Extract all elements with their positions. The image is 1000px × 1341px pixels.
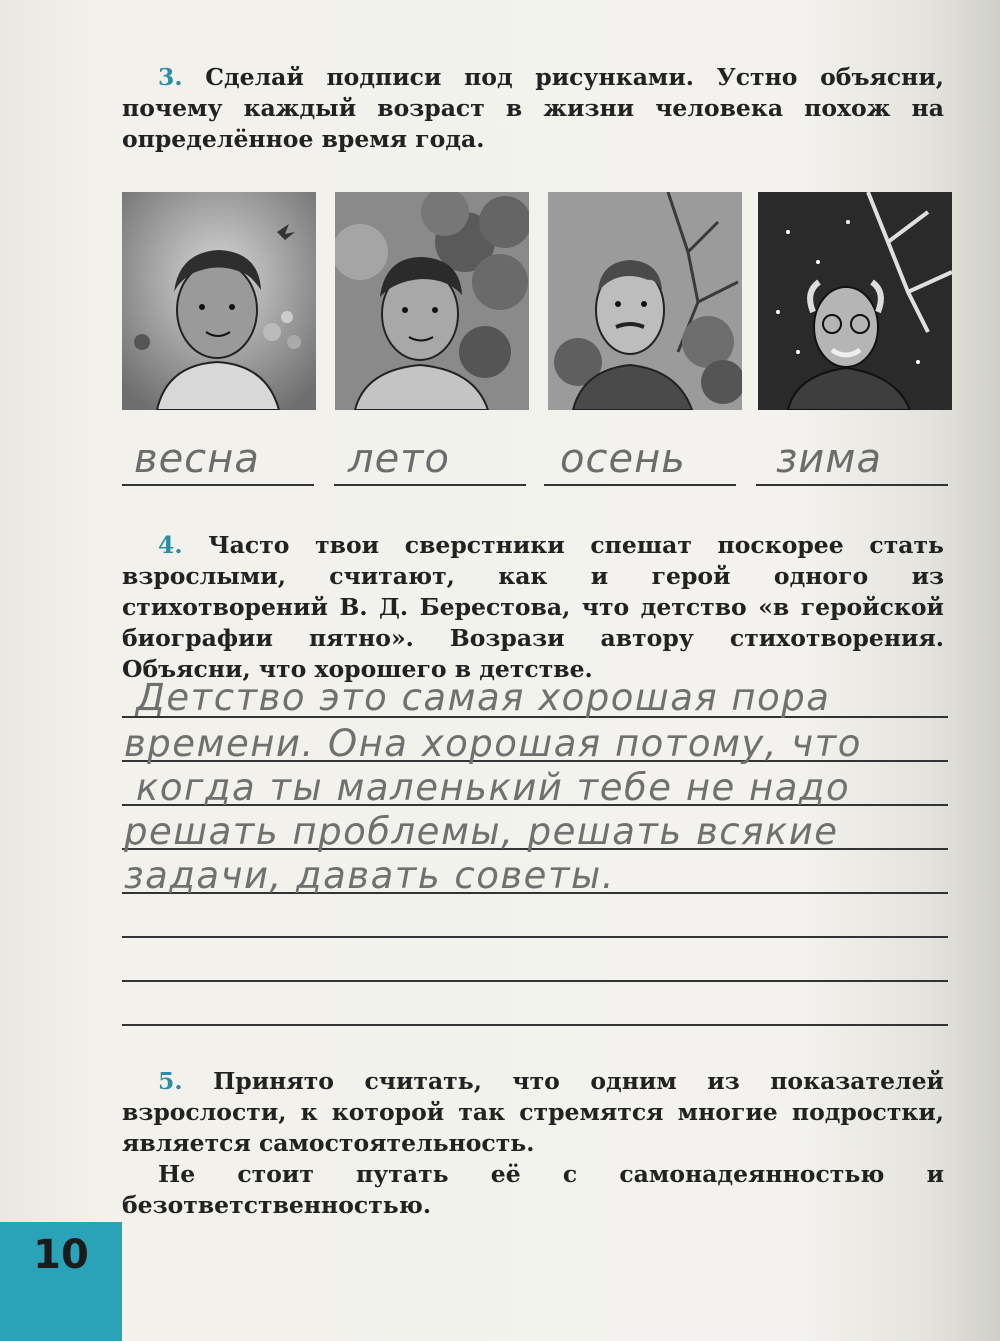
age-pictures	[122, 192, 948, 412]
answer-line-3: когда ты маленький тебе не надо	[136, 766, 851, 809]
task-4	[122, 530, 944, 685]
caption-winter: зима	[776, 436, 882, 482]
task-5	[122, 1066, 944, 1221]
task-3	[122, 62, 944, 155]
old-man-winter-picture	[758, 192, 952, 410]
caption-spring: весна	[134, 436, 260, 482]
task-4-number: 4.	[158, 531, 183, 559]
answer-line-2: времени. Она хорошая потому, что	[124, 722, 862, 765]
adult-man-summer-picture	[335, 192, 529, 410]
captions-row	[112, 432, 952, 502]
task-4-text: Часто твои сверстники спешат поскорее стать взрослыми, считают, как и герой одного из стихотворений В. Д. Берестова, что детство «в геройской биографии пятно». Возрази автору стихотворения. Объясни, что хорошего в детстве.	[122, 531, 944, 683]
caption-line	[334, 484, 526, 486]
answer-line-4: решать проблемы, решать всякие	[124, 810, 839, 853]
caption-line	[122, 484, 314, 486]
middle-aged-man-autumn-picture	[548, 192, 742, 410]
caption-line	[544, 484, 736, 486]
task-3-text: Сделай подписи под рисунками. Устно объясни, почему каждый возраст в жизни человека похож на определённое время года.	[122, 63, 944, 153]
page-number: 10	[33, 1232, 89, 1278]
answer-line-5: задачи, давать советы.	[124, 854, 615, 897]
task-5-paragraph-2: Не стоит путать её с самонадеянностью и безответственностью.	[122, 1160, 944, 1219]
ruled-line	[122, 980, 948, 982]
young-man-spring-picture	[122, 192, 316, 410]
task-5-number: 5.	[158, 1067, 183, 1095]
answer-area	[122, 676, 948, 1056]
ruled-line	[122, 1024, 948, 1026]
task-3-number: 3.	[158, 63, 183, 91]
answer-line-1: Детство это самая хорошая пора	[136, 676, 831, 719]
ruled-line	[122, 936, 948, 938]
caption-line	[756, 484, 948, 486]
caption-autumn: осень	[560, 436, 686, 482]
task-5-text: Принято считать, что одним из показателей взрослости, к которой так стремятся многие подростки, является самостоятельность.	[122, 1067, 944, 1157]
caption-summer: лето	[348, 436, 450, 482]
